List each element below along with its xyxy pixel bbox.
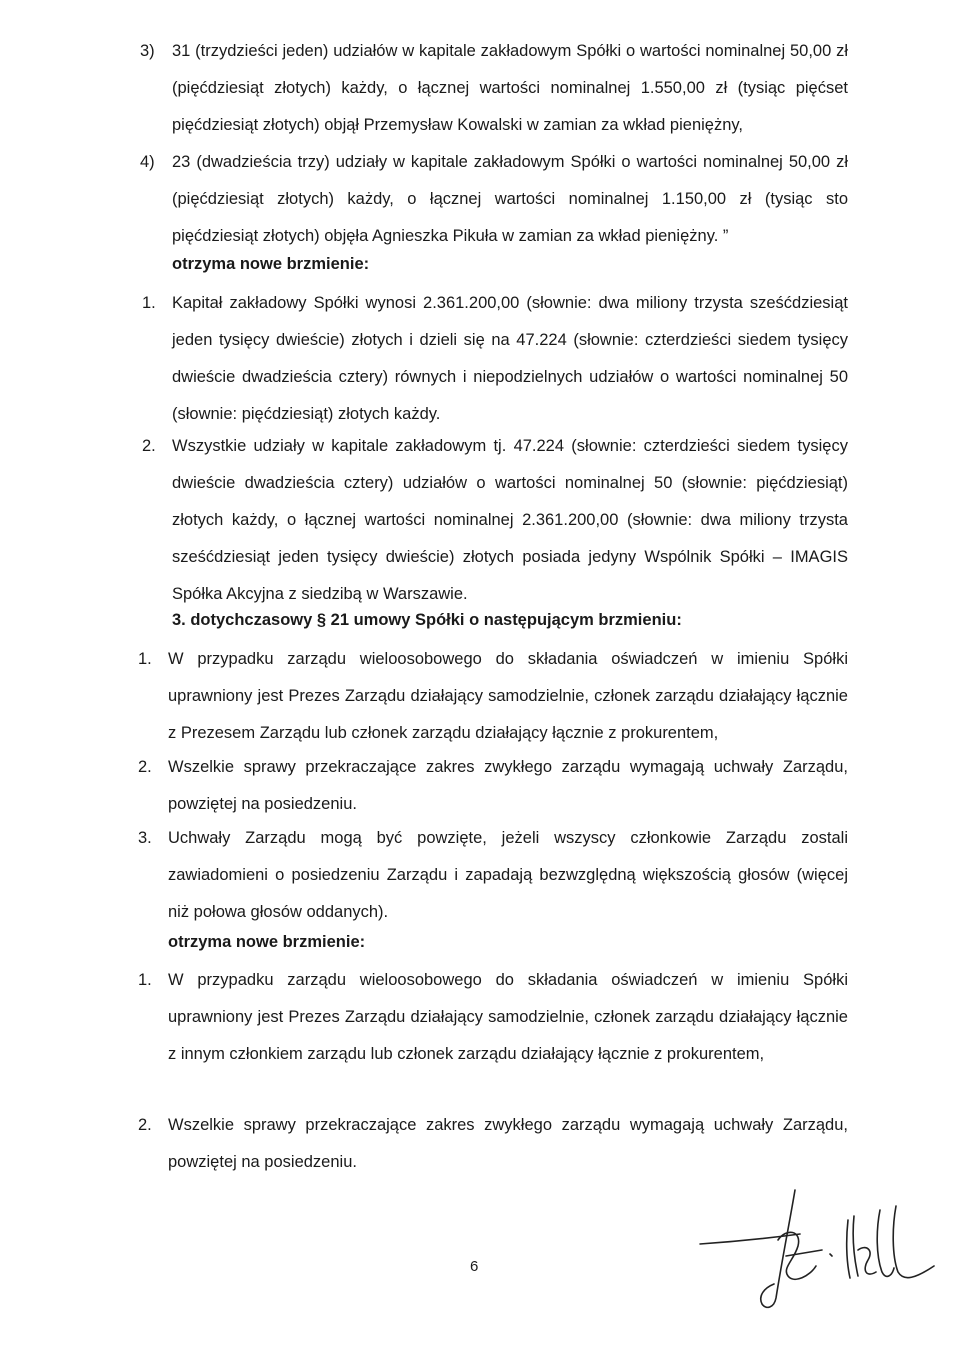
list-number: 1. [142,294,156,312]
list-number: 1. [138,650,152,668]
list-number: 3. [138,829,152,847]
list-text: 23 (dwadzieścia trzy) udziały w kapitale zakładowym Spółki o wartości nominalnej 50,00 zł (pięćdziesiąt złotych) każdy, o łącznej wartości nominalnej 1.150,00 zł (tysiąc sto pięćdziesiąt złotych) objęła Agnieszka Pikuła w zamian za wkład pieniężny. ” [172,153,848,245]
list-number: 2. [138,1116,152,1134]
list-text: W przypadku zarządu wieloosobowego do składania oświadczeń w imieniu Spółki uprawniony jest Prezes Zarządu działający samodzielnie, członek zarządu działający łącznie z Prezesem Zarządu lub członek zarządu działający łącznie z prokurentem, [168,650,848,742]
list-number: 1. [138,971,152,989]
old-21-item-1 [138,641,848,752]
list-number: 3) [140,42,155,60]
old-21-item-2 [138,749,848,823]
list-text: Wszelkie sprawy przekraczające zakres zwykłego zarządu wymagają uchwały Zarządu, powziętej na posiedzeniu. [168,758,848,813]
list-item-3 [140,33,848,144]
list-text: Wszystkie udziały w kapitale zakładowym tj. 47.224 (słownie: czterdzieści siedem tysięcy dwieście dwadzieścia cztery) udziałów o wartości nominalnej 50 (słownie: pięćdziesiąt) złotych każdy, o łącznej wartości nominalnej 2.361.200,00 (słownie: dwa miliony trzysta sześćdziesiąt jeden tysięcy dwieście) złotych posiada jedyny Wspólnik Spółki – IMAGIS Spółka Akcyjna z siedzibą w Warszawie. [172,437,848,603]
section-3-heading: 3. dotychczasowy § 21 umowy Spółki o następującym brzmieniu: [172,611,682,629]
list-text: Wszelkie sprawy przekraczające zakres zwykłego zarządu wymagają uchwały Zarządu, powziętej na posiedzeniu. [168,1116,848,1171]
list-text: 31 (trzydzieści jeden) udziałów w kapitale zakładowym Spółki o wartości nominalnej 50,00 zł (pięćdziesiąt złotych) każdy, o łącznej wartości nominalnej 1.550,00 zł (tysiąc pięćset pięćdziesiąt złotych) objął Przemysław Kowalski w zamian za wkład pieniężny, [172,42,848,134]
list-number: 4) [140,153,155,171]
signature-image [690,1180,940,1320]
new-wording-heading-2: otrzyma nowe brzmienie: [168,933,366,951]
new-21-item-1 [138,962,848,1073]
list-text: Kapitał zakładowy Spółki wynosi 2.361.200,00 (słownie: dwa miliony trzysta sześćdziesiąt jeden tysięcy dwieście) złotych i dzieli się na 47.224 (słownie: czterdzieści siedem tysięcy dwieście dwadzieścia cztery) równych i niepodzielnych udziałów o wartości nominalnej 50 (słownie: pięćdziesiąt) złotych każdy. [172,294,848,423]
list-text: Uchwały Zarządu mogą być powzięte, jeżeli wszyscy członkowie Zarządu zostali zawiadomieni o posiedzeniu Zarządu i zapadają bezwzględną większością głosów (więcej niż połowa głosów oddanych). [168,829,848,921]
capital-item-2 [142,428,848,613]
list-number: 2. [142,437,156,455]
page-number: 6 [470,1258,479,1275]
list-number: 2. [138,758,152,776]
new-wording-heading: otrzyma nowe brzmienie: [172,255,370,273]
list-text: W przypadku zarządu wieloosobowego do składania oświadczeń w imieniu Spółki uprawniony jest Prezes Zarządu działający samodzielnie, członek zarządu działający łącznie z innym członkiem zarządu lub członek zarządu działający łącznie z prokurentem, [168,971,848,1063]
capital-item-1 [142,285,848,433]
new-21-item-2 [138,1107,848,1181]
old-21-item-3 [138,820,848,931]
list-item-4 [140,144,848,255]
